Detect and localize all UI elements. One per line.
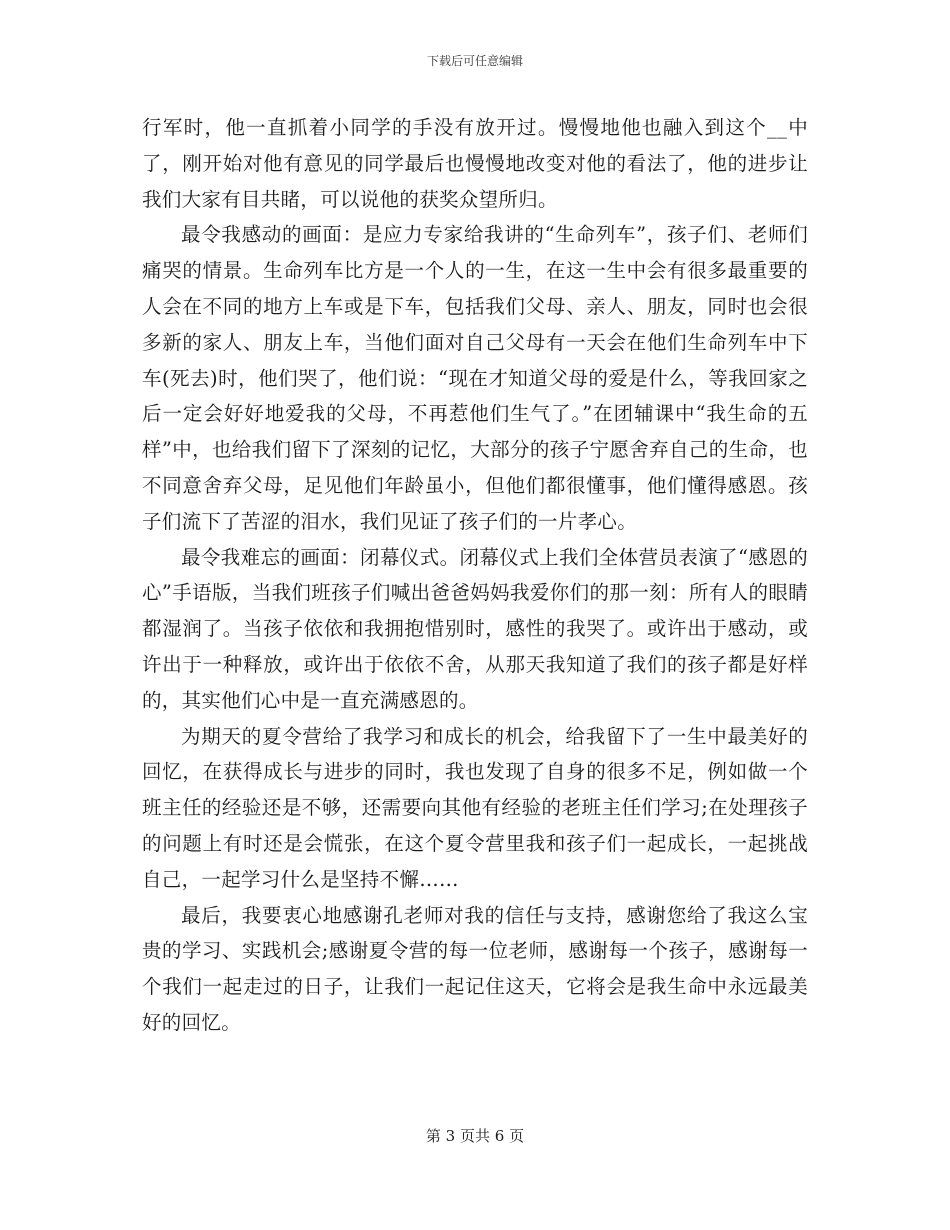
document-body	[142, 110, 808, 1041]
paragraph-summer-camp-reflection: 为期天的夏令营给了我学习和成长的机会，给我留下了一生中最美好的回忆，在获得成长与进步的同时，我也发现了自身的很多不足，例如做一个班主任的经验还是不够，还需要向其他有经验的老班主任们学习;在处理孩子的问题上有时还是会慌张，在这个夏令营里我和孩子们一起成长，一起挑战自己，一起学习什么是坚持不懈……	[142, 724, 808, 891]
paragraph-continuation: 行军时，他一直抓着小同学的手没有放开过。慢慢地他也融入到这个__中了，刚开始对他有意见的同学最后也慢慢地改变对他的看法了，他的进步让我们大家有目共睹，可以说他的获奖众望所归。	[142, 116, 808, 211]
paragraph-touching-moment: 最令我感动的画面：是应力专家给我讲的“生命列车”，孩子们、老师们痛哭的情景。生命列车比方是一个人的一生，在这一生中会有很多最重要的人会在不同的地方上车或是下车，包括我们父母、亲人、朋友，同时也会很多新的家人、朋友上车，当他们面对自己父母有一天会在他们生命列车中下车(死去)时，他们哭了，他们说：“现在才知道父母的爱是什么，等我回家之后一定会好好地爱我的父母，不再惹他们生气了。”在团辅课中“我生命的五样”中，也给我们留下了深刻的记忆，大部分的孩子宁愿舍弃自己的生命，也不同意舍弃父母，足见他们年龄虽小，但他们都很懂事，他们懂得感恩。孩子们流下了苦涩的泪水，我们见证了孩子们的一片孝心。	[142, 223, 808, 533]
paragraph-memorable-moment: 最令我难忘的画面：闭幕仪式。闭幕仪式上我们全体营员表演了“感恩的心”手语版，当我们班孩子们喊出爸爸妈妈我爱你们的那一刻：所有人的眼睛都湿润了。当孩子依依和我拥抱惜别时，感性的我哭了。或许出于感动，或许出于一种释放，或许出于依依不舍，从那天我知道了我们的孩子都是好样的，其实他们心中是一直充满感恩的。	[142, 545, 808, 712]
paragraph-acknowledgement: 最后，我要衷心地感谢孔老师对我的信任与支持，感谢您给了我这么宝贵的学习、实践机会;感谢夏令营的每一位老师，感谢每一个孩子，感谢每一个我们一起走过的日子，让我们一起记住这天，它将会是我生命中永远最美好的回忆。	[142, 903, 808, 1034]
page-header: 下载后可任意编辑	[426, 54, 523, 68]
page-number: 第 3 页共 6 页	[425, 1127, 525, 1145]
